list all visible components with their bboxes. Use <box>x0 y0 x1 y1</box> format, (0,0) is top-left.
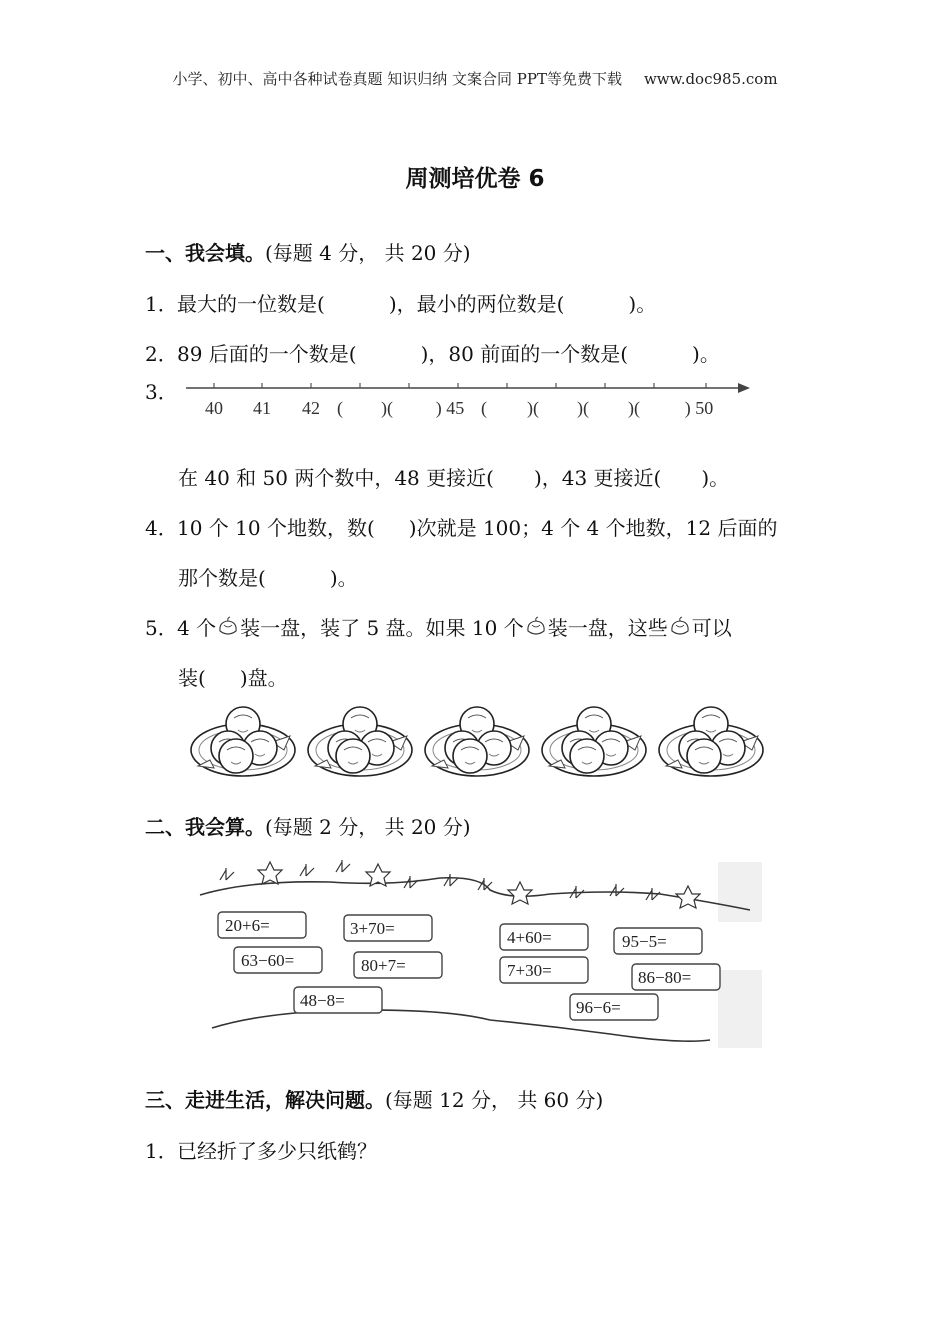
page-title: 周测培优卷 6 <box>405 166 545 192</box>
section2-heading: 二、我会算。 <box>145 815 265 839</box>
banner-site[interactable]: www.doc985.com <box>643 70 778 88</box>
tick-blank[interactable]: ( <box>481 398 487 418</box>
question-5-cont <box>178 662 288 691</box>
q3-text-a: 在 40 和 50 两个数中，48 更接近( <box>178 466 494 490</box>
peach-icon <box>668 615 692 639</box>
peach-icon <box>524 615 548 639</box>
question-number: 3． <box>145 380 178 404</box>
banner-text: 小学、初中、高中各种试卷真题 知识归纳 文案合同 PPT等免费下载 <box>172 70 622 88</box>
tick-blank[interactable]: )( <box>527 398 539 418</box>
q5-text-f: )盘。 <box>239 666 288 690</box>
header-banner <box>0 68 950 89</box>
q5-text-d: 可以 <box>691 616 732 640</box>
section2-score: (每题 2 分， 共 20 分) <box>265 815 471 839</box>
equation-text: 86−80= <box>638 968 692 987</box>
q5-text-b: 装一盘，装了 5 盘。如果 10 个 <box>240 616 524 640</box>
peach-plate <box>425 707 529 776</box>
equation-text: 4+60= <box>507 928 552 947</box>
s3q1-text: 已经折了多少只纸鹤？ <box>177 1139 377 1163</box>
question-number: 1． <box>145 1139 178 1163</box>
q5-text-e: 装( <box>178 666 206 690</box>
tick-label: 40 <box>205 398 223 418</box>
section2-header <box>145 811 471 840</box>
tick-label: ) 50 <box>684 398 714 418</box>
tick-blank[interactable]: )( <box>628 398 640 418</box>
question-number: 4． <box>145 516 178 540</box>
question-number: 5． <box>145 616 178 640</box>
question-2 <box>145 338 720 367</box>
q5-text-a: 4 个 <box>177 616 217 640</box>
q3-text-b: )，43 更接近( <box>533 466 662 490</box>
equation-text: 80+7= <box>361 956 406 975</box>
q4-text-b: )次就是 100；4 个 4 个地数，12 后面的 <box>408 516 778 540</box>
equation-text: 20+6= <box>225 916 270 935</box>
peach-plate <box>191 707 295 776</box>
calculation-garden <box>190 850 770 1050</box>
q2-text-b: )，80 前面的一个数是( <box>420 342 629 366</box>
peach-plates-illustration <box>188 700 773 785</box>
q2-text-a: 89 后面的一个数是( <box>177 342 357 366</box>
q4-text-c: 那个数是( <box>178 566 266 590</box>
equation-text: 7+30= <box>507 961 552 980</box>
question-3-number <box>145 376 177 405</box>
tick-label: 42 <box>302 398 320 418</box>
tick-blank[interactable]: )( <box>381 398 393 418</box>
tick-blank[interactable]: ( <box>337 398 343 418</box>
equation-text: 96−6= <box>576 998 621 1017</box>
q5-text-c: 装一盘，这些 <box>547 616 668 640</box>
q1-text-c: )。 <box>628 292 657 316</box>
equation-text: 3+70= <box>350 919 395 938</box>
equation-text: 95−5= <box>622 932 667 951</box>
section3-question-1 <box>145 1135 377 1164</box>
question-1 <box>145 288 656 317</box>
tick-label: ) 45 <box>435 398 465 418</box>
question-number: 1． <box>145 292 178 316</box>
section3-heading: 三、走进生活，解决问题。 <box>145 1088 385 1112</box>
q1-text-a: 最大的一位数是( <box>177 292 325 316</box>
section3-header <box>145 1084 603 1113</box>
tick-blank[interactable]: )( <box>577 398 589 418</box>
peach-icon <box>216 615 240 639</box>
section1-header <box>145 237 471 266</box>
peach-plate <box>542 707 646 776</box>
grass-decoration <box>220 860 660 900</box>
number-line <box>180 378 760 426</box>
tick-label: 41 <box>253 398 271 418</box>
question-5 <box>145 612 732 641</box>
section3-score: (每题 12 分， 共 60 分) <box>385 1088 604 1112</box>
q4-text-a: 10 个 10 个地数，数( <box>177 516 375 540</box>
question-4-cont <box>178 562 358 591</box>
equation-text: 48−8= <box>300 991 345 1010</box>
q1-text-b: )，最小的两位数是( <box>388 292 565 316</box>
q3-text-c: )。 <box>701 466 730 490</box>
peach-plate <box>308 707 412 776</box>
section1-score: (每题 4 分， 共 20 分) <box>265 241 471 265</box>
question-number: 2． <box>145 342 178 366</box>
flower-decoration <box>258 862 700 908</box>
question-3-text <box>178 462 729 491</box>
equation-text: 63−60= <box>241 951 295 970</box>
watermark <box>718 862 762 1048</box>
q4-text-d: )。 <box>329 566 358 590</box>
question-4 <box>145 512 777 541</box>
section1-heading: 一、我会填。 <box>145 241 265 265</box>
peach-plate <box>659 707 763 776</box>
q2-text-c: )。 <box>692 342 720 366</box>
